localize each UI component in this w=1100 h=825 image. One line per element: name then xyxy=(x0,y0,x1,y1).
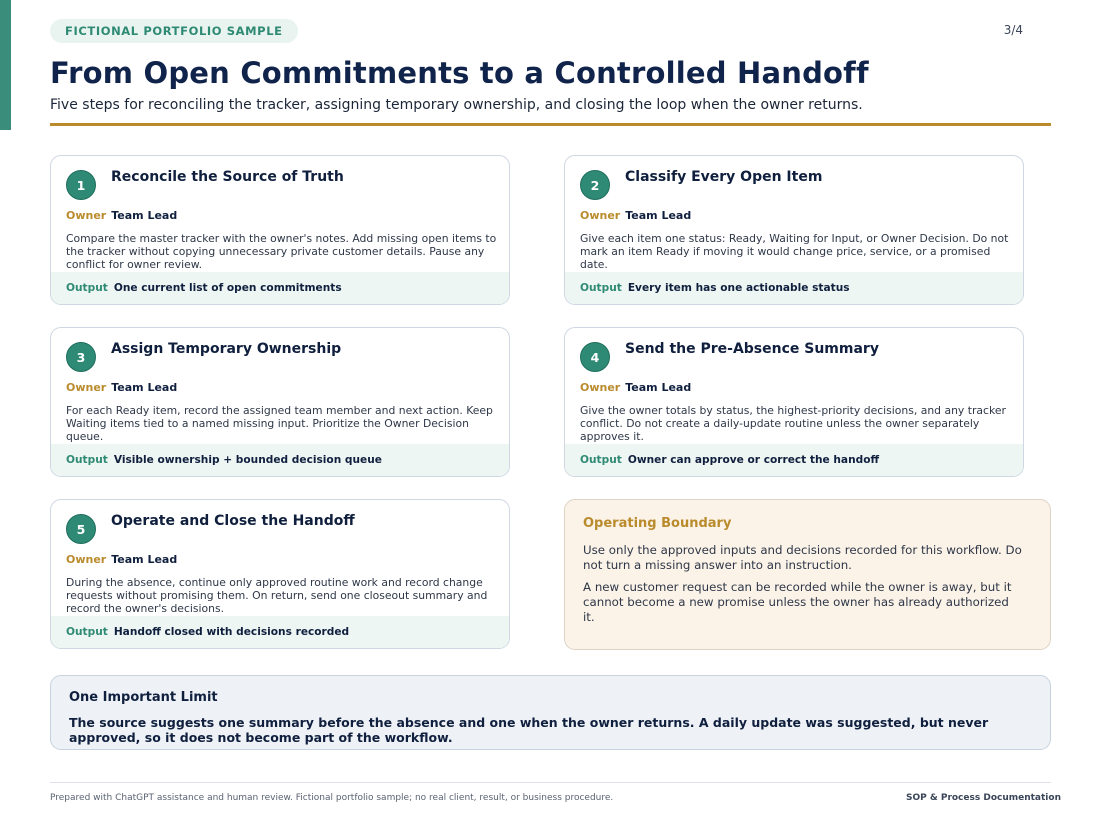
step-output xyxy=(565,444,1023,476)
owner-label: Owner xyxy=(66,553,107,566)
owner-value: Team Lead xyxy=(625,209,692,222)
page-subtitle: Five steps for reconciling the tracker, assigning temporary ownership, and closing the loop when the owner returns. xyxy=(50,97,863,113)
step-card-1 xyxy=(50,155,510,305)
boundary-paragraph-2: A new customer request can be recorded while the owner is away, but it cannot become a new promise unless the owner has already authorized it. xyxy=(583,580,1012,624)
step-description: For each Ready item, record the assigned team member and next action. Keep Waiting items tied to a named missing input. Prioritize the Owner Decision queue. xyxy=(66,404,493,443)
step-output xyxy=(51,444,509,476)
step-number-badge: 5 xyxy=(66,514,96,544)
boundary-paragraph-1: Use only the approved inputs and decisions recorded for this workflow. Do not turn a missing answer into an instruction. xyxy=(583,543,1022,572)
step-description: Give each item one status: Ready, Waiting for Input, or Owner Decision. Do not mark an item Ready if moving it would change price, service, or a promised date. xyxy=(580,232,1009,271)
title-divider xyxy=(50,123,1051,126)
output-label: Output xyxy=(66,282,108,294)
left-accent-bar xyxy=(0,0,11,130)
owner-label: Owner xyxy=(66,381,107,394)
owner-label: Owner xyxy=(580,381,621,394)
step-title: Reconcile the Source of Truth xyxy=(111,169,344,185)
step-owner xyxy=(580,381,691,394)
footer-category: SOP & Process Documentation xyxy=(906,793,1061,803)
step-card-2 xyxy=(564,155,1024,305)
step-title: Assign Temporary Ownership xyxy=(111,341,342,357)
step-description: During the absence, continue only approved routine work and record change requests without promising them. On return, send one closeout summary and record the owner's decisions. xyxy=(66,576,488,615)
owner-value: Team Lead xyxy=(111,381,178,394)
step-output xyxy=(51,616,509,648)
step-owner xyxy=(66,381,177,394)
footer-disclaimer: Prepared with ChatGPT assistance and human review. Fictional portfolio sample; no real client, result, or business procedure. xyxy=(50,793,614,803)
page-title: From Open Commitments to a Controlled Handoff xyxy=(50,56,869,90)
owner-label: Owner xyxy=(580,209,621,222)
step-number-badge: 4 xyxy=(580,342,610,372)
output-value: Handoff closed with decisions recorded xyxy=(113,626,350,638)
boundary-title: Operating Boundary xyxy=(583,516,732,531)
output-label: Output xyxy=(66,454,108,466)
output-value: Owner can approve or correct the handoff xyxy=(627,454,880,466)
step-card-5 xyxy=(50,499,510,649)
step-title: Send the Pre-Absence Summary xyxy=(625,341,879,357)
output-value: One current list of open commitments xyxy=(113,282,342,294)
output-label: Output xyxy=(580,282,622,294)
important-limit-panel xyxy=(50,675,1051,750)
owner-value: Team Lead xyxy=(111,209,178,222)
operating-boundary-panel xyxy=(564,499,1051,650)
owner-value: Team Lead xyxy=(111,553,178,566)
owner-label: Owner xyxy=(66,209,107,222)
output-label: Output xyxy=(66,626,108,638)
footer-divider xyxy=(50,782,1051,783)
limit-text: The source suggests one summary before the absence and one when the owner returns. A daily update was suggested, but never approved, so it does not become part of the workflow. xyxy=(69,715,989,745)
sample-badge: FICTIONAL PORTFOLIO SAMPLE xyxy=(50,19,298,43)
owner-value: Team Lead xyxy=(625,381,692,394)
step-owner xyxy=(66,209,177,222)
step-title: Classify Every Open Item xyxy=(625,169,823,185)
limit-title: One Important Limit xyxy=(69,690,218,705)
step-output xyxy=(51,272,509,304)
step-card-4 xyxy=(564,327,1024,477)
step-number-badge: 3 xyxy=(66,342,96,372)
output-label: Output xyxy=(580,454,622,466)
step-card-3 xyxy=(50,327,510,477)
step-owner xyxy=(66,553,177,566)
step-number-badge: 2 xyxy=(580,170,610,200)
step-owner xyxy=(580,209,691,222)
step-number-badge: 1 xyxy=(66,170,96,200)
output-value: Every item has one actionable status xyxy=(627,282,850,294)
step-title: Operate and Close the Handoff xyxy=(111,513,355,529)
step-description: Give the owner totals by status, the highest-priority decisions, and any tracker conflict. Do not create a daily-update routine unless the owner separately approves it. xyxy=(580,404,1006,443)
step-output xyxy=(565,272,1023,304)
page-number: 3/4 xyxy=(1003,23,1023,37)
step-description: Compare the master tracker with the owner's notes. Add missing open items to the tracker without copying unnecessary private customer details. Pause any conflict for owner review. xyxy=(66,232,497,271)
output-value: Visible ownership + bounded decision queue xyxy=(113,454,382,466)
